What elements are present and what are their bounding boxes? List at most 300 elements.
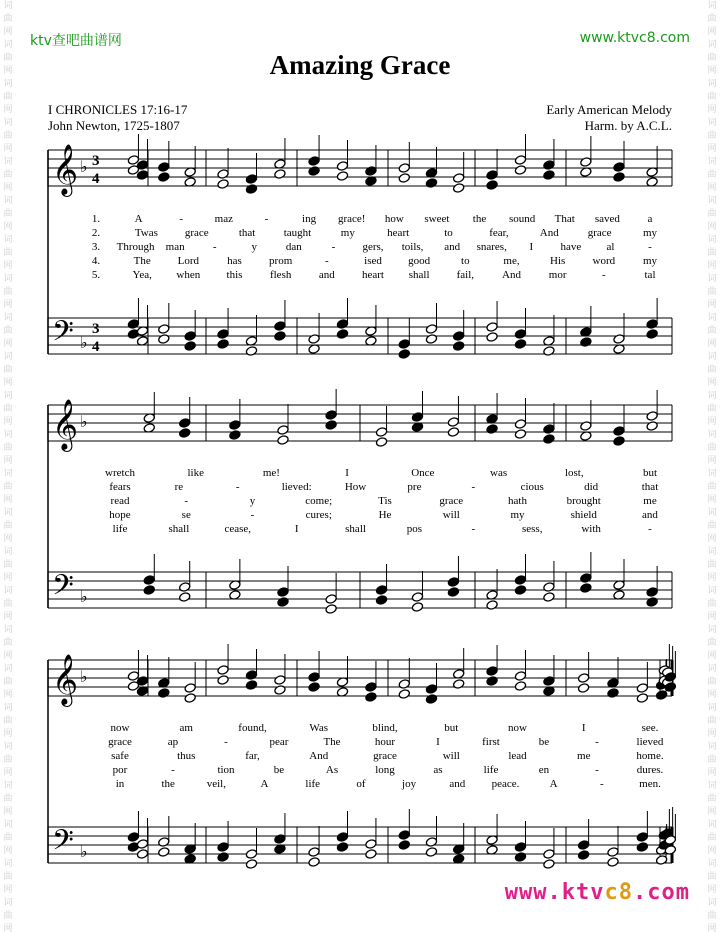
bass-note-head <box>184 341 196 352</box>
treble-note-head <box>274 169 286 180</box>
lyric-syllable: re <box>174 481 184 493</box>
lyric-syllable: my <box>642 227 658 239</box>
lyric-syllable: grace <box>108 736 132 748</box>
bass-note-head <box>336 329 348 340</box>
lyric-syllable: - <box>331 241 336 253</box>
treble-note-head <box>229 420 241 431</box>
lyric-syllable: hour <box>374 736 396 748</box>
flat-key-signature-icon: ♭ <box>80 333 88 352</box>
footer-brand-part-1: www.ktv <box>504 880 605 905</box>
bass-note-head <box>217 842 229 853</box>
lyric-syllable: lieved <box>636 736 664 748</box>
lyric-syllable: Once <box>411 467 435 479</box>
lyric-syllable: home. <box>636 750 664 762</box>
treble-note-head <box>158 162 170 173</box>
lyric-syllable: 1. <box>91 213 101 225</box>
lyric-syllable: my <box>510 509 525 521</box>
lyric-syllable: prom <box>269 255 293 267</box>
lyric-syllable: 3. <box>91 241 101 253</box>
lyric-syllable: as <box>433 764 443 776</box>
treble-note-head <box>636 683 648 694</box>
bass-note-head <box>375 595 387 606</box>
flat-key-signature-icon: ♭ <box>80 587 88 606</box>
lyric-syllable: And <box>309 750 329 762</box>
lyric-syllable: brought <box>566 495 601 507</box>
lyric-syllable: now <box>508 722 527 734</box>
lyric-syllable: grace <box>184 227 209 239</box>
bass-note-head <box>365 839 377 850</box>
lyric-syllable: And <box>502 269 521 281</box>
lyric-syllable: but <box>444 722 459 734</box>
lyric-syllable: - <box>235 481 240 493</box>
treble-note-head <box>613 162 625 173</box>
lyric-syllable: in <box>115 778 125 790</box>
bass-note-head <box>308 334 320 345</box>
lyric-syllable: of <box>356 778 366 790</box>
lyric-syllable: I <box>529 241 534 253</box>
footer-brand <box>505 880 690 905</box>
bass-note-head <box>425 334 437 345</box>
treble-note-head <box>217 675 229 686</box>
treble-note-head <box>577 673 589 684</box>
flat-key-signature-icon: ♭ <box>80 412 88 431</box>
lyric-syllable: am <box>179 722 193 734</box>
lyric-syllable: man <box>165 241 185 253</box>
site-url-right[interactable]: www.ktvc8.com <box>579 30 690 46</box>
lyric-syllable: - <box>648 241 652 253</box>
lyric-syllable: far, <box>245 750 260 762</box>
treble-note-head <box>158 172 170 183</box>
lyric-syllable: A <box>260 778 269 790</box>
treble-note-head <box>607 688 619 699</box>
page-title: Amazing Grace <box>269 50 451 80</box>
lyric-syllable: my <box>340 227 355 239</box>
bass-note-head <box>398 830 410 841</box>
flat-key-signature-icon: ♭ <box>80 667 88 686</box>
treble-note-head <box>336 171 348 182</box>
bass-note-head <box>325 594 337 605</box>
bass-clef-icon: 𝄢 <box>52 315 74 355</box>
treble-note-head <box>486 180 498 191</box>
lyric-syllable: y <box>249 495 256 507</box>
bass-note-head <box>158 324 170 335</box>
bass-note-head <box>217 339 229 350</box>
treble-note-head <box>447 427 459 438</box>
bass-note-head <box>411 602 423 613</box>
bass-note-head <box>217 852 229 863</box>
treble-note-head <box>217 169 229 180</box>
treble-note-head <box>514 419 526 430</box>
treble-note-head <box>646 411 658 422</box>
lyric-syllable: was <box>490 467 508 479</box>
bass-note-head <box>613 334 625 345</box>
bass-note-head <box>636 832 648 843</box>
lyric-syllable: saved <box>594 213 620 225</box>
bass-clef-icon: 𝄢 <box>52 824 74 864</box>
bass-note-head <box>336 842 348 853</box>
lyric-syllable: - <box>471 523 476 535</box>
treble-note-head <box>514 429 526 440</box>
bass-note-head <box>245 346 257 357</box>
lyric-syllable: 4. <box>91 255 101 267</box>
lyric-syllable: How <box>344 481 367 493</box>
lyric-syllable: lead <box>508 750 527 762</box>
lyric-syllable: por <box>112 764 128 776</box>
lyric-syllable: have <box>560 241 582 253</box>
lyric-syllable: sess, <box>521 523 543 535</box>
lyric-syllable: grace <box>373 750 397 762</box>
flat-key-signature-icon: ♭ <box>80 157 88 176</box>
bass-note-head <box>277 597 289 608</box>
treble-note-head <box>411 412 423 423</box>
treble-note-head <box>217 665 229 676</box>
treble-note-head <box>184 693 196 704</box>
bass-note-head <box>514 339 526 350</box>
bass-note-head <box>325 604 337 615</box>
lyric-syllable: dan <box>285 241 302 253</box>
lyric-syllable: His <box>550 255 566 267</box>
lyric-syllable: word <box>592 255 616 267</box>
bass-note-head <box>646 319 658 330</box>
bass-note-head <box>577 840 589 851</box>
lyric-syllable: grace! <box>337 213 366 225</box>
time-signature-bottom: 4 <box>92 171 100 187</box>
lyric-syllable: shield <box>570 509 597 521</box>
treble-note-head <box>245 670 257 681</box>
treble-note-head <box>398 679 410 690</box>
bass-note-head <box>486 322 498 333</box>
bass-note-head <box>580 573 592 584</box>
lyric-syllable: en <box>538 764 550 776</box>
treble-note-head <box>325 410 337 421</box>
treble-note-head <box>486 424 498 435</box>
lyric-syllable: ised <box>364 255 382 267</box>
bass-note-head <box>274 834 286 845</box>
lyric-syllable: dures. <box>636 764 664 776</box>
lyric-syllable: and <box>318 269 335 281</box>
lyric-syllable: ing <box>302 213 317 225</box>
bass-note-head <box>486 332 498 343</box>
lyric-syllable: will <box>442 509 460 521</box>
lyric-syllable: will <box>442 750 460 762</box>
bass-note-head <box>486 600 498 611</box>
bass-note-head <box>425 847 437 858</box>
treble-note-head <box>543 170 555 181</box>
lyric-syllable: mor <box>548 269 567 281</box>
treble-note-head <box>613 172 625 183</box>
treble-note-head <box>486 666 498 677</box>
lyric-syllable: Through <box>116 241 155 253</box>
lyric-syllable: lost, <box>564 467 584 479</box>
lyric-syllable: grace <box>439 495 464 507</box>
lyric-syllable: The <box>133 255 151 267</box>
site-name-left[interactable]: ktv查吧曲谱网 <box>30 33 122 49</box>
lyric-syllable: I <box>436 736 440 748</box>
treble-note-head <box>365 682 377 693</box>
bass-note-head <box>636 842 648 853</box>
treble-note-head <box>646 421 658 432</box>
lyric-syllable: has <box>227 255 242 267</box>
lyric-syllable: cious <box>520 481 544 493</box>
lyric-syllable: 2. <box>91 227 101 239</box>
treble-clef-icon: 𝄞 <box>52 654 79 705</box>
bass-note-head <box>308 847 320 858</box>
lyric-syllable: peace. <box>491 778 520 790</box>
treble-note-head <box>245 184 257 195</box>
time-signature-top: 3 <box>92 321 100 337</box>
lyric-syllable: shall <box>168 523 190 535</box>
lyric-syllable: found, <box>238 722 267 734</box>
lyric-syllable: did <box>584 481 599 493</box>
bass-note-head <box>398 339 410 350</box>
bass-note-head <box>308 857 320 868</box>
lyric-syllable: hath <box>508 495 527 507</box>
lyric-syllable: lieved: <box>281 481 312 493</box>
treble-note-head <box>375 427 387 438</box>
lyric-syllable: tion <box>217 764 235 776</box>
bass-note-head <box>607 847 619 858</box>
melody-credit: Early American Melody <box>546 102 672 117</box>
treble-note-head <box>308 156 320 167</box>
bass-note-head <box>514 329 526 340</box>
lyric-syllable: toils, <box>401 241 424 253</box>
treble-note-head <box>447 417 459 428</box>
lyric-syllable: a <box>647 213 653 225</box>
treble-note-head <box>325 420 337 431</box>
treble-note-head <box>158 688 170 699</box>
lyric-syllable: - <box>595 764 599 776</box>
treble-note-head <box>514 681 526 692</box>
bass-note-head <box>136 849 148 860</box>
bass-note-head <box>274 321 286 332</box>
treble-note-head <box>336 161 348 172</box>
treble-note-head <box>453 173 465 184</box>
lyric-syllable: - <box>184 495 189 507</box>
lyric-syllable: and <box>449 778 466 790</box>
lyric-syllable: but <box>642 467 658 479</box>
treble-note-head <box>543 160 555 171</box>
lyric-syllable: life <box>305 778 321 790</box>
lyric-syllable: - <box>212 241 217 253</box>
bass-note-head <box>277 587 289 598</box>
lyric-syllable: my <box>642 255 658 267</box>
bass-note-head <box>127 319 139 330</box>
treble-note-head <box>375 437 387 448</box>
lyric-syllable: to <box>461 255 470 267</box>
treble-note-head <box>486 170 498 181</box>
lyric-syllable: me! <box>262 467 280 479</box>
bass-note-head <box>543 859 555 870</box>
lyric-syllable: tal <box>644 269 656 281</box>
bass-note-head <box>425 837 437 848</box>
bass-note-head <box>514 575 526 586</box>
lyric-syllable: grace <box>587 227 612 239</box>
lyric-syllable: - <box>471 481 476 493</box>
bass-note-head <box>158 837 170 848</box>
lyric-syllable: thus <box>177 750 196 762</box>
lyric-syllable: the <box>161 778 175 790</box>
lyric-syllable: me <box>643 495 657 507</box>
lyric-syllable: that <box>238 227 256 239</box>
bass-note-head <box>453 341 465 352</box>
lyric-syllable: He <box>378 509 392 521</box>
lyric-syllable: be <box>273 764 285 776</box>
bass-note-head <box>365 849 377 860</box>
lyric-syllable: pos <box>406 523 423 535</box>
lyric-syllable: sound <box>509 213 536 225</box>
treble-note-head <box>514 165 526 176</box>
lyric-syllable: Yea, <box>132 269 152 281</box>
treble-note-head <box>274 675 286 686</box>
bass-note-head <box>425 324 437 335</box>
lyric-syllable: - <box>171 764 175 776</box>
lyric-syllable: - <box>601 269 606 281</box>
lyric-syllable: ap <box>167 736 179 748</box>
bass-note-head <box>217 329 229 340</box>
treble-note-head <box>636 693 648 704</box>
lyric-syllable: I <box>581 722 586 734</box>
lyric-syllable: A <box>549 778 558 790</box>
treble-note-head <box>308 682 320 693</box>
lyric-syllable: heart <box>362 269 384 281</box>
bass-note-head <box>143 585 155 596</box>
lyric-syllable: snares, <box>476 241 507 253</box>
side-watermark-right: 词曲网词曲网词曲网词曲网词曲网词曲网词曲网词曲网词曲网词曲网词曲网词曲网词曲网词曲网词曲网词曲网词曲网词曲网词曲网词曲网词曲网词曲网词曲网词曲网 <box>707 1 717 933</box>
lyric-syllable: I <box>345 467 349 479</box>
lyric-syllable: - <box>595 736 599 748</box>
treble-note-head <box>308 672 320 683</box>
lyric-syllable: - <box>599 778 604 790</box>
lyric-syllable: flesh <box>269 269 292 281</box>
bass-note-head <box>543 592 555 603</box>
bass-note-head <box>375 585 387 596</box>
lyric-syllable: shall <box>345 523 366 535</box>
lyric-syllable: 5. <box>91 269 101 281</box>
treble-note-head <box>229 430 241 441</box>
side-watermark-left: 词曲网词曲网词曲网词曲网词曲网词曲网词曲网词曲网词曲网词曲网词曲网词曲网词曲网词曲网词曲网词曲网词曲网词曲网词曲网词曲网词曲网词曲网词曲网词曲网 <box>3 1 13 933</box>
lyric-syllable: life <box>483 764 499 776</box>
treble-note-head <box>398 163 410 174</box>
lyric-syllable: now <box>110 722 130 734</box>
footer-brand-part-2: c8 <box>604 880 634 905</box>
lyric-syllable: fail, <box>456 269 475 281</box>
lyric-syllable: that <box>641 481 659 493</box>
lyric-syllable: with <box>581 523 601 535</box>
lyric-syllable: see. <box>641 722 659 734</box>
lyric-syllable: pre <box>407 481 422 493</box>
lyric-syllable: life <box>112 523 128 535</box>
lyric-syllable: maz <box>214 213 234 225</box>
lyric-syllable: me, <box>503 255 520 267</box>
lyric-syllable: I <box>294 523 299 535</box>
bass-note-head <box>453 331 465 342</box>
bass-note-head <box>398 349 410 360</box>
treble-note-head <box>184 683 196 694</box>
bass-note-head <box>514 852 526 863</box>
bass-note-head <box>184 331 196 342</box>
bass-note-head <box>127 832 139 843</box>
bass-note-head <box>245 849 257 860</box>
lyric-syllable: Was <box>309 722 329 734</box>
treble-note-head <box>577 683 589 694</box>
lyric-syllable: be <box>538 736 550 748</box>
treble-note-head <box>580 157 592 168</box>
treble-note-head <box>453 183 465 194</box>
lyric-syllable: cures; <box>305 509 332 521</box>
lyric-syllable: safe <box>111 750 129 762</box>
treble-note-head <box>514 671 526 682</box>
treble-note-head <box>277 435 289 446</box>
bass-note-head <box>646 329 658 340</box>
treble-note-head <box>179 418 191 429</box>
treble-note-head <box>613 436 625 447</box>
bass-note-head <box>580 583 592 594</box>
lyric-syllable: blind, <box>372 722 398 734</box>
treble-note-head <box>543 434 555 445</box>
lyric-syllable: y <box>251 241 258 253</box>
treble-note-head <box>365 692 377 703</box>
lyric-syllable: read <box>110 495 130 507</box>
lyric-syllable: pear <box>269 736 289 748</box>
bass-note-head <box>607 857 619 868</box>
footer-brand-part-3: .com <box>633 880 690 905</box>
lyric-syllable: As <box>325 764 339 776</box>
treble-note-head <box>425 684 437 695</box>
treble-note-head <box>453 679 465 690</box>
lyric-syllable: good <box>408 255 431 267</box>
lyric-syllable: and <box>642 509 658 521</box>
bass-note-head <box>646 597 658 608</box>
bass-note-head <box>274 331 286 342</box>
lyric-syllable: gers, <box>362 241 384 253</box>
lyric-syllable: And <box>539 227 559 239</box>
treble-note-head <box>514 155 526 166</box>
lyric-syllable: to <box>444 227 453 239</box>
bass-note-head <box>336 319 348 330</box>
lyric-syllable: wretch <box>105 467 135 479</box>
lyric-syllable: me <box>577 750 591 762</box>
bass-note-head <box>143 575 155 586</box>
lyric-syllable: fear, <box>489 227 509 239</box>
treble-note-head <box>613 426 625 437</box>
bass-note-head <box>447 587 459 598</box>
treble-note-head <box>308 166 320 177</box>
lyric-syllable: sweet <box>424 213 450 225</box>
lyric-syllable: That <box>554 213 575 225</box>
bass-note-head <box>543 582 555 593</box>
bass-note-head <box>543 346 555 357</box>
bass-note-head <box>158 334 170 345</box>
lyric-syllable: first <box>482 736 500 748</box>
bass-note-head <box>398 840 410 851</box>
bass-note-head <box>245 859 257 870</box>
treble-note-head <box>543 424 555 435</box>
treble-note-head <box>245 174 257 185</box>
time-signature-bottom: 4 <box>92 339 100 355</box>
lyric-syllable: - <box>250 509 255 521</box>
lyric-syllable: like <box>187 467 204 479</box>
flat-key-signature-icon: ♭ <box>80 842 88 861</box>
harmony-credit: Harm. by A.C.L. <box>584 118 672 133</box>
treble-note-head <box>274 685 286 696</box>
bass-note-head <box>411 592 423 603</box>
treble-note-head <box>365 166 377 177</box>
lyric-syllable: fears <box>109 481 131 493</box>
bass-note-head <box>158 847 170 858</box>
lyric-syllable: come; <box>305 495 333 507</box>
lyric-syllable: joy <box>402 778 417 790</box>
lyric-syllable: - <box>179 213 184 225</box>
